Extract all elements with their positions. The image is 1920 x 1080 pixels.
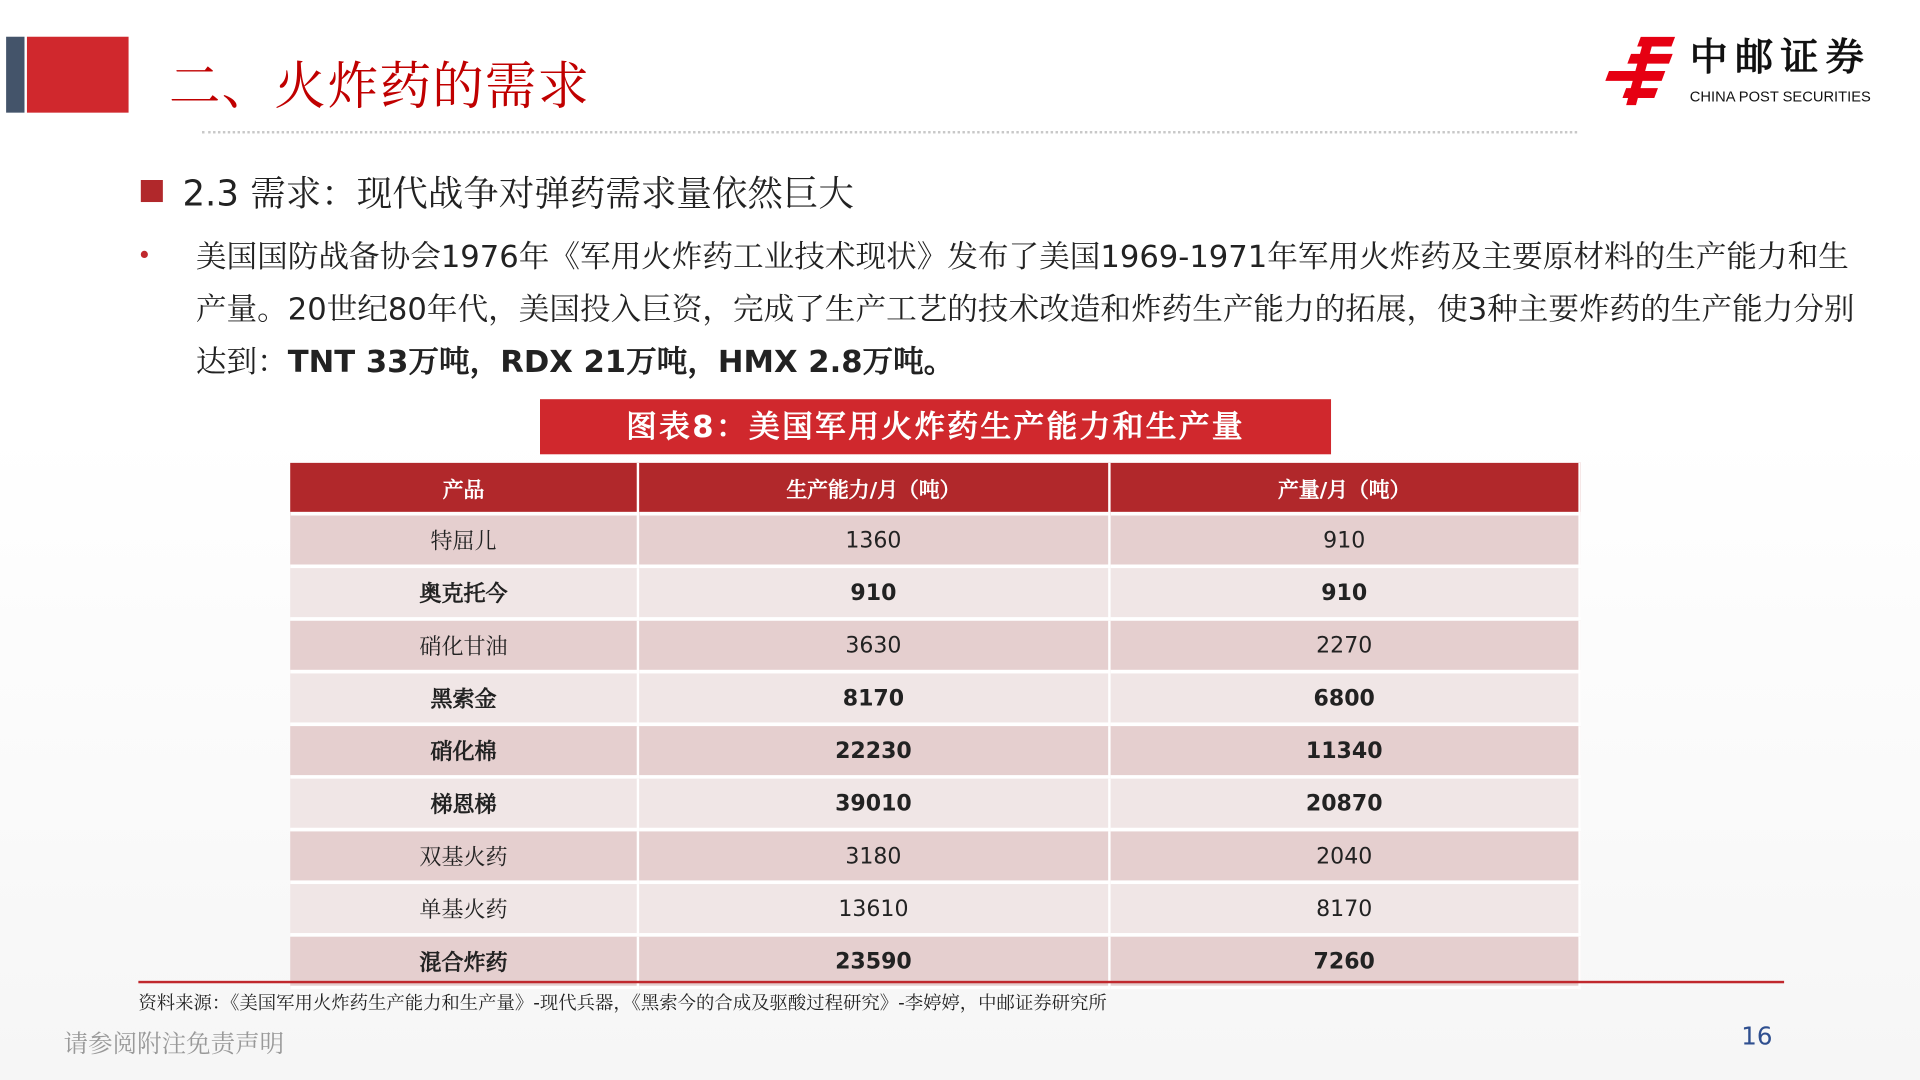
- china-post-logo-icon: [1604, 37, 1677, 106]
- cell-product: 奥克托今: [290, 568, 639, 621]
- cell-product: 单基火药: [290, 884, 639, 937]
- cell-output: 11340: [1110, 726, 1581, 779]
- title-divider: [202, 131, 1577, 133]
- body-paragraph: [196, 230, 1874, 388]
- cell-product: 特屈儿: [290, 516, 639, 569]
- source-note: 资料来源：《美国军用火炸药生产能力和生产量》-现代兵器，《黑索今的合成及驱酸过程研究》-李婷婷，中邮证券研究所: [138, 991, 1107, 1014]
- cell-capacity: 22230: [639, 726, 1110, 779]
- column-header-capacity: 生产能力/月（吨）: [639, 463, 1110, 516]
- cell-output: 20870: [1110, 779, 1581, 832]
- cell-product: 双基火药: [290, 831, 639, 884]
- cell-output: 910: [1110, 568, 1581, 621]
- cell-product: 硝化甘油: [290, 621, 639, 674]
- cell-output: 2040: [1110, 831, 1581, 884]
- cell-product: 混合炸药: [290, 937, 639, 990]
- table-row: [290, 884, 1581, 937]
- disclaimer: 请参阅附注免责声明: [63, 1028, 285, 1058]
- cell-output: 910: [1110, 516, 1581, 569]
- company-logo: [1604, 37, 1910, 113]
- footer-divider: [138, 981, 1784, 983]
- cell-output: 2270: [1110, 621, 1581, 674]
- cell-output: 7260: [1110, 937, 1581, 990]
- cell-capacity: 910: [639, 568, 1110, 621]
- table-header-row: [290, 463, 1581, 516]
- section-heading: [141, 167, 854, 217]
- cell-capacity: 3630: [639, 621, 1110, 674]
- table-row: [290, 568, 1581, 621]
- cell-output: 8170: [1110, 884, 1581, 937]
- logo-text-cn: 中邮证券: [1689, 35, 1872, 80]
- slide-title: 二、火炸药的需求: [168, 56, 591, 117]
- table-row: [290, 621, 1581, 674]
- logo-text-en: CHINA POST SECURITIES: [1689, 88, 1871, 106]
- cell-product: 梯恩梯: [290, 779, 639, 832]
- cell-output: 6800: [1110, 673, 1581, 726]
- accent-bar-blue: [6, 37, 24, 113]
- cell-capacity: 8170: [639, 673, 1110, 726]
- square-bullet-icon: [141, 180, 163, 202]
- paragraph-text: 美国国防战备协会1976年《军用火炸药工业技术现状》发布了美国1969-1971年军用火炸药及主要原材料的生产能力和生产量。20世纪80年代，美国投入巨资，完成了生产工艺的技术改造和炸药生产能力的拓展，使3种主要炸药的生产能力分别达到：: [195, 238, 1855, 380]
- cell-capacity: 23590: [639, 937, 1110, 990]
- table-row: [290, 673, 1581, 726]
- paragraph-emphasis: TNT 33万吨，RDX 21万吨，HMX 2.8万吨。: [287, 344, 955, 380]
- bullet-icon: •: [137, 240, 152, 270]
- accent-bar-red: [27, 37, 129, 113]
- table-row: [290, 831, 1581, 884]
- cell-capacity: 1360: [639, 516, 1110, 569]
- page-number: 16: [1741, 1021, 1773, 1051]
- section-heading-text: 2.3 需求：现代战争对弹药需求量依然巨大: [182, 172, 854, 215]
- data-table: [290, 463, 1581, 990]
- cell-product: 黑索金: [290, 673, 639, 726]
- cell-capacity: 39010: [639, 779, 1110, 832]
- table-row: [290, 516, 1581, 569]
- cell-capacity: 13610: [639, 884, 1110, 937]
- cell-capacity: 3180: [639, 831, 1110, 884]
- cell-product: 硝化棉: [290, 726, 639, 779]
- table-row: [290, 779, 1581, 832]
- chart-caption: 图表8：美国军用火炸药生产能力和生产量: [540, 399, 1331, 454]
- column-header-output: 产量/月（吨）: [1110, 463, 1581, 516]
- table-row: [290, 726, 1581, 779]
- column-header-product: 产品: [290, 463, 639, 516]
